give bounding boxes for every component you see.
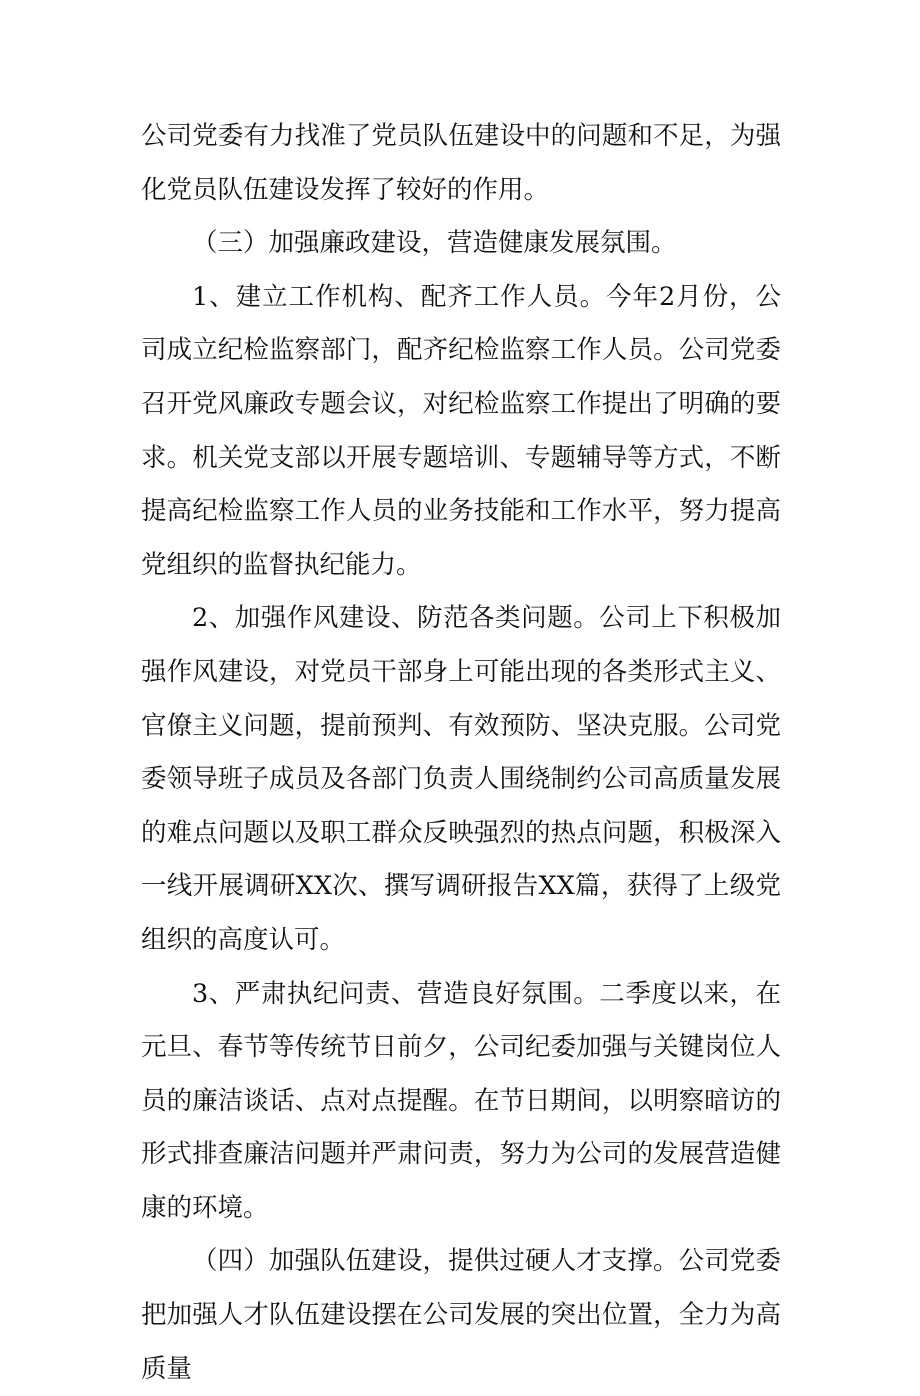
paragraph-item-2: 2、加强作风建设、防范各类问题。公司上下积极加强作风建设，对党员干部身上可能出现的各类形式主义、官僚主义问题，提前预判、有效预防、坚决克服。公司党委领导班子成员及各部门负责人围绕制约公司高质量发展的难点问题以及职工群众反映强烈的热点问题，积极深入一线开展调研XX次、撰写调研报告XX篇，获得了上级党组织的高度认可。 — [141, 603, 781, 955]
document-body — [141, 110, 781, 1396]
paragraph-item-1: 1、建立工作机构、配齐工作人员。今年2月份，公司成立纪检监察部门，配齐纪检监察工作人员。公司党委召开党风廉政专题会议，对纪检监察工作提出了明确的要求。机关党支部以开展专题培训、专题辅导等方式，不断提高纪检监察工作人员的业务技能和工作水平，努力提高党组织的监督执纪能力。 — [141, 281, 781, 580]
paragraph-item-3: 3、严肃执纪问责、营造良好氛围。二季度以来，在元旦、春节等传统节日前夕，公司纪委加强与关键岗位人员的廉洁谈话、点对点提醒。在节日期间，以明察暗访的形式排查廉洁问题并严肃问责，努力为公司的发展营造健康的环境。 — [141, 978, 781, 1223]
section-heading-3: （三）加强廉政建设，营造健康发展氛围。 — [192, 228, 677, 259]
section-heading-4: （四）加强队伍建设，提供过硬人才支撑。公司党委把加强人才队伍建设摆在公司发展的突出位置，全力为高质量 — [141, 1246, 781, 1384]
paragraph-continuation: 公司党委有力找准了党员队伍建设中的问题和不足，为强化党员队伍建设发挥了较好的作用。 — [141, 121, 781, 205]
